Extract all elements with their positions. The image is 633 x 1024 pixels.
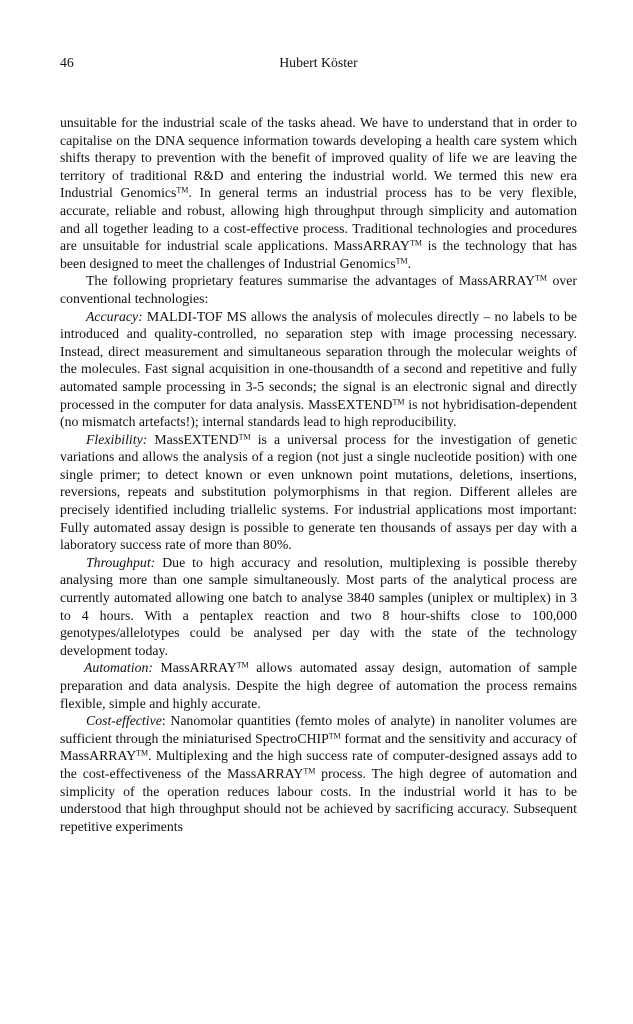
body-text bbox=[60, 114, 577, 835]
trademark-mark: TM bbox=[395, 256, 408, 266]
page-number: 46 bbox=[60, 55, 74, 70]
trademark-mark: TM bbox=[409, 238, 422, 248]
term-cost-effective: Cost-effective bbox=[86, 713, 162, 729]
paragraph-automation: Automation: MassARRAY™ allows automated assay design, automation of sample preparation and data analysis. Despite the high degree of automation the process remains flexible, simple and highly accurate. bbox=[60, 660, 578, 711]
term-automation: Automation: bbox=[84, 660, 153, 676]
trademark-mark: TM bbox=[328, 731, 341, 741]
trademark-mark: TM bbox=[535, 273, 548, 283]
paragraph-cost-effective: Cost-effective: Nanomolar quantities (femto moles of analyte) in nanoliter volumes are sufficient through the miniaturised SpectroCHIP™ format and the sensitivity and accuracy of MassARRAY™. Multiplexing and the high success rate of computer-designed assays add to the cost-effectiveness of the MassARRAY™ process. The high degree of automation and simplicity of the operation reduces labour costs. In the industrial world it has to be understood that high throughput should not be achieved by sacrificing accuracy. Subsequent repetitive experiments bbox=[60, 713, 577, 834]
trademark-mark: TM bbox=[176, 185, 189, 195]
trademark-mark: TM bbox=[392, 397, 405, 407]
paragraph-industrial-genomics: unsuitable for the industrial scale of the tasks ahead. We have to understand that in order to capitalise on the DNA sequence information towards developing a health care system which shifts therapy to prevention with the benefit of improved quality of life we are leaving the territory of traditional R&D and entering the industrial world. We termed this new era Industrial Genomics™. In general terms an industrial process has to be very flexible, accurate, reliable and robust, allowing high throughput through simplicity and automation and all together leading to a cost-effective process. Traditional technologies and procedures are unsuitable for industrial scale applications. MassARRAY™ is the technology that has been designed to meet the challenges of Industrial Genomics™. bbox=[60, 115, 577, 271]
paragraph-throughput: Throughput: Due to high accuracy and resolution, multiplexing is possible thereby analysing more than one sample simultaneously. Most parts of the analytical process are currently automated allowing one batch to analyse 3840 samples (uniplex or multiplex) in 3 to 4 hours. With a pentaplex reaction and two 8 hour-shifts close to 100,000 genotypes/allelotypes could be analysed per day with the state of the technology development today. bbox=[60, 554, 577, 658]
term-accuracy: Accuracy: bbox=[86, 308, 143, 324]
trademark-mark: TM bbox=[236, 661, 249, 671]
paragraph-flexibility: Flexibility: MassEXTEND™ is a universal process for the investigation of genetic variations and allows the analysis of a region (not just a single nucleotide position) with one single primer; to detect known or even unknown point mutations, deletions, insertions, reversions, repeats and substitution polymorphisms in that region. Different alleles are precisely identified including triallelic systems. For industrial applications most important: Fully automated assay design is possible to generate ten thousands of assays per day with a laboratory success rate of more than 80%. bbox=[60, 431, 577, 553]
term-flexibility: Flexibility: bbox=[86, 431, 148, 447]
trademark-mark: TM bbox=[238, 432, 251, 442]
term-throughput: Throughput: bbox=[86, 554, 156, 570]
paragraph-features-intro: The following proprietary features summarise the advantages of MassARRAY™ over conventional technologies: bbox=[60, 273, 577, 306]
trademark-mark: TM bbox=[303, 766, 316, 776]
paragraph-accuracy: Accuracy: MALDI-TOF MS allows the analysis of molecules directly – no labels to be introduced and quality-controlled, no separation step with image processing necessary. Instead, direct measurement and simultaneous separation through the molecular weights of the molecules. Fast signal acquisition in one-thousandth of a second and repetitive and fully automated sample processing in 3-5 seconds; the signal is an electronic signal and directly processed in the computer for data analysis. MassEXTEND™ is not hybridisation-dependent (no mismatch artefacts!); internal standards lead to high reproducibility. bbox=[60, 308, 577, 430]
running-head-author: Hubert Köster bbox=[279, 55, 358, 70]
trademark-mark: TM bbox=[136, 748, 149, 758]
